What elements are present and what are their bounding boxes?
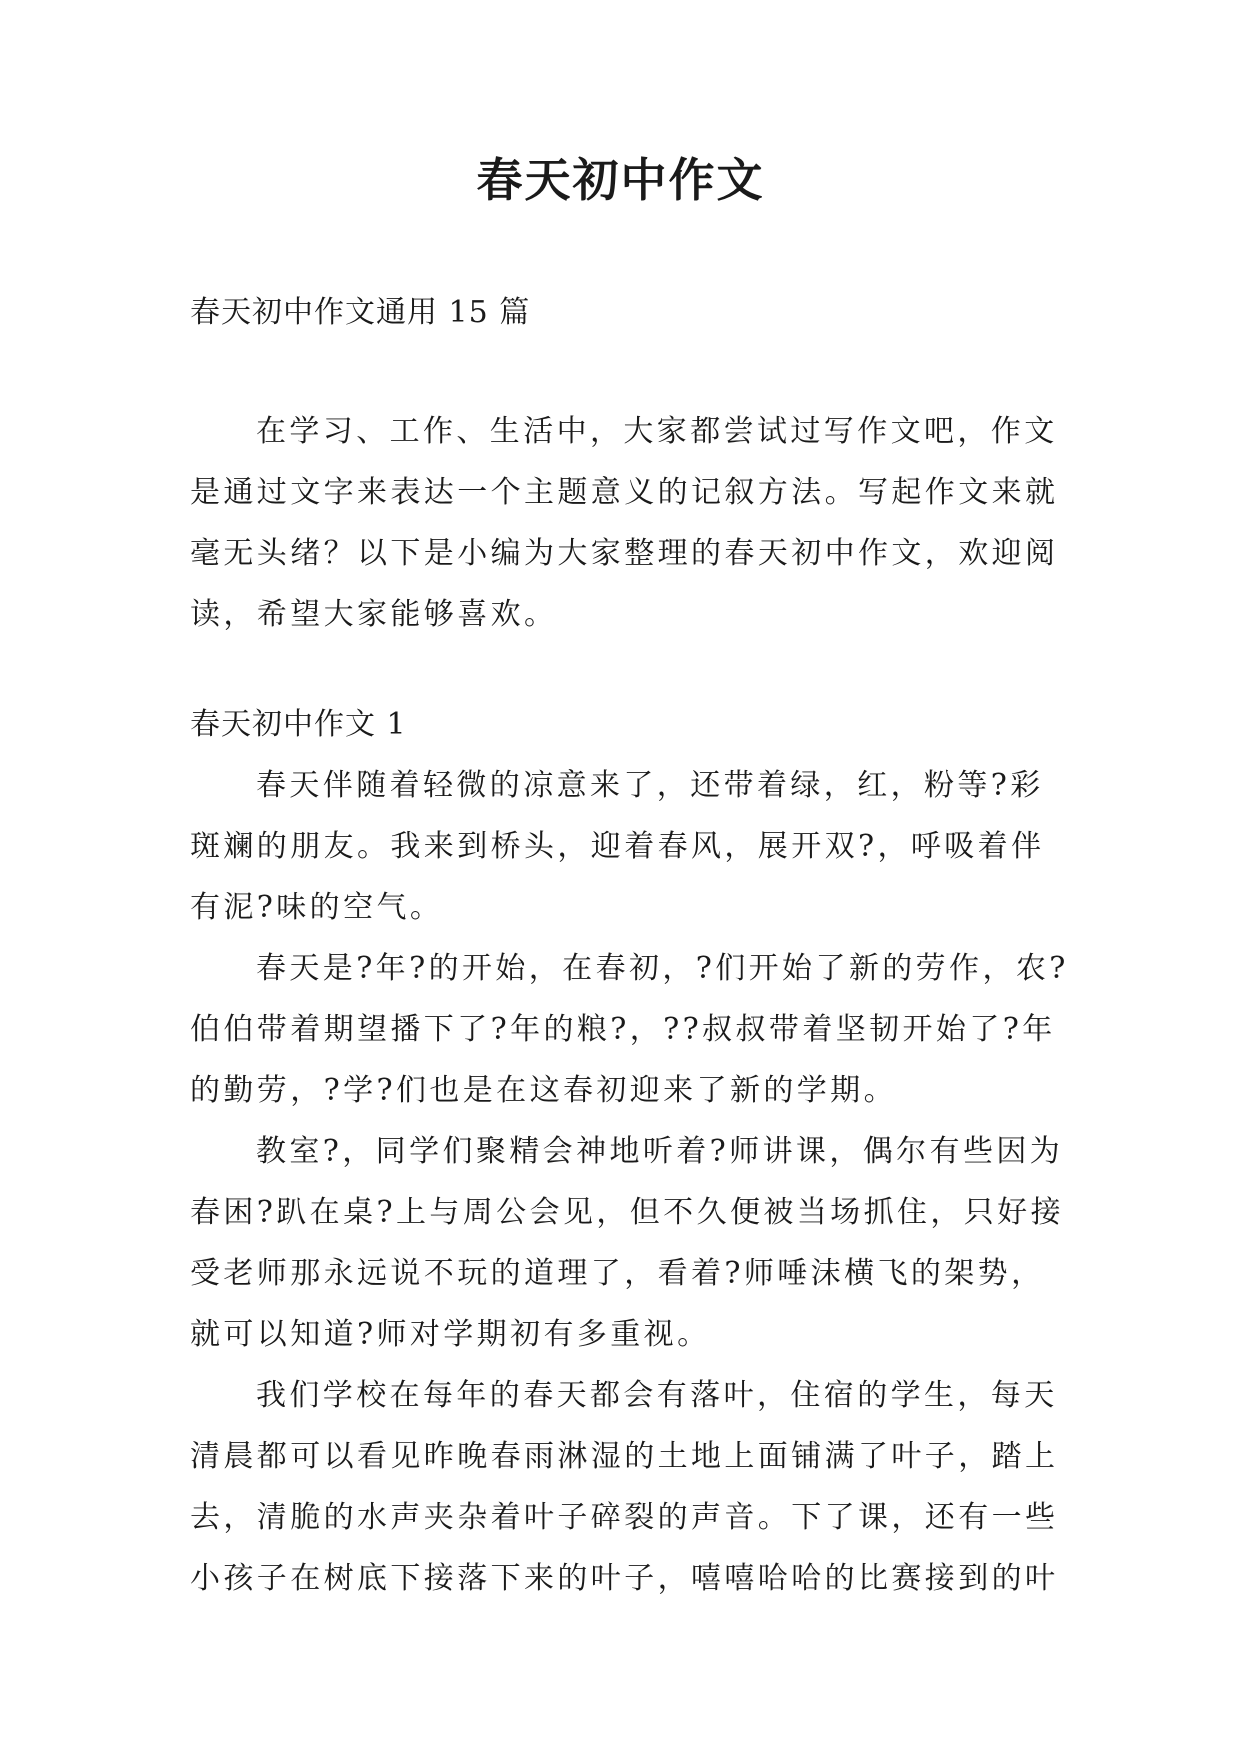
document-title: 春天初中作文: [476, 153, 765, 207]
paragraph-line: 春天是?年?的开始，在春初，?们开始了新的劳作，农?: [256, 951, 1069, 986]
essay-section: [190, 694, 1069, 1609]
paragraph-line: 伯伯带着期望播下了?年的粮?，??叔叔带着坚韧开始了?年: [190, 1012, 1056, 1047]
paragraph-line: 的勤劳，?学?们也是在这春初迎来了新的学期。: [190, 1073, 897, 1108]
section-heading: 春天初中作文 1: [190, 707, 407, 742]
paragraph-line: 就可以知道?师对学期初有多重视。: [190, 1317, 711, 1352]
paragraph-line: 教室?，同学们聚精会神地听着?师讲课，偶尔有些因为: [256, 1134, 1064, 1169]
paragraph-line: 春困?趴在桌?上与周公会见，但不久便被当场抓住，只好接: [190, 1195, 1064, 1230]
paragraph-line: 春天伴随着轻微的凉意来了，还带着绿，红，粉等?彩: [256, 768, 1044, 803]
paragraph-line: 清晨都可以看见昨晚春雨淋湿的土地上面铺满了叶子，踏上: [190, 1439, 1059, 1474]
paragraph-line: 我们学校在每年的春天都会有落叶，住宿的学生，每天: [256, 1378, 1058, 1413]
paragraph-line: 去，清脆的水声夹杂着叶子碎裂的声音。下了课，还有一些: [190, 1500, 1059, 1535]
intro-paragraph: [190, 401, 1059, 645]
paragraph-line: 斑斓的朋友。我来到桥头，迎着春风，展开双?，呼吸着伴: [190, 829, 1045, 864]
intro-line: 毫无头绪？以下是小编为大家整理的春天初中作文，欢迎阅: [190, 536, 1059, 571]
intro-line: 读，希望大家能够喜欢。: [190, 597, 558, 632]
document-subtitle: 春天初中作文通用 15 篇: [190, 295, 531, 330]
paragraph-line: 受老师那永远说不玩的道理了，看着?师唾沫横飞的架势，: [190, 1256, 1045, 1291]
paragraph-line: 小孩子在树底下接落下来的叶子，嘻嘻哈哈的比赛接到的叶: [190, 1561, 1059, 1596]
intro-line: 是通过文字来表达一个主题意义的记叙方法。写起作文来就: [190, 475, 1059, 510]
paragraph-line: 有泥?味的空气。: [190, 890, 444, 925]
intro-line: 在学习、工作、生活中，大家都尝试过写作文吧，作文: [256, 414, 1058, 449]
